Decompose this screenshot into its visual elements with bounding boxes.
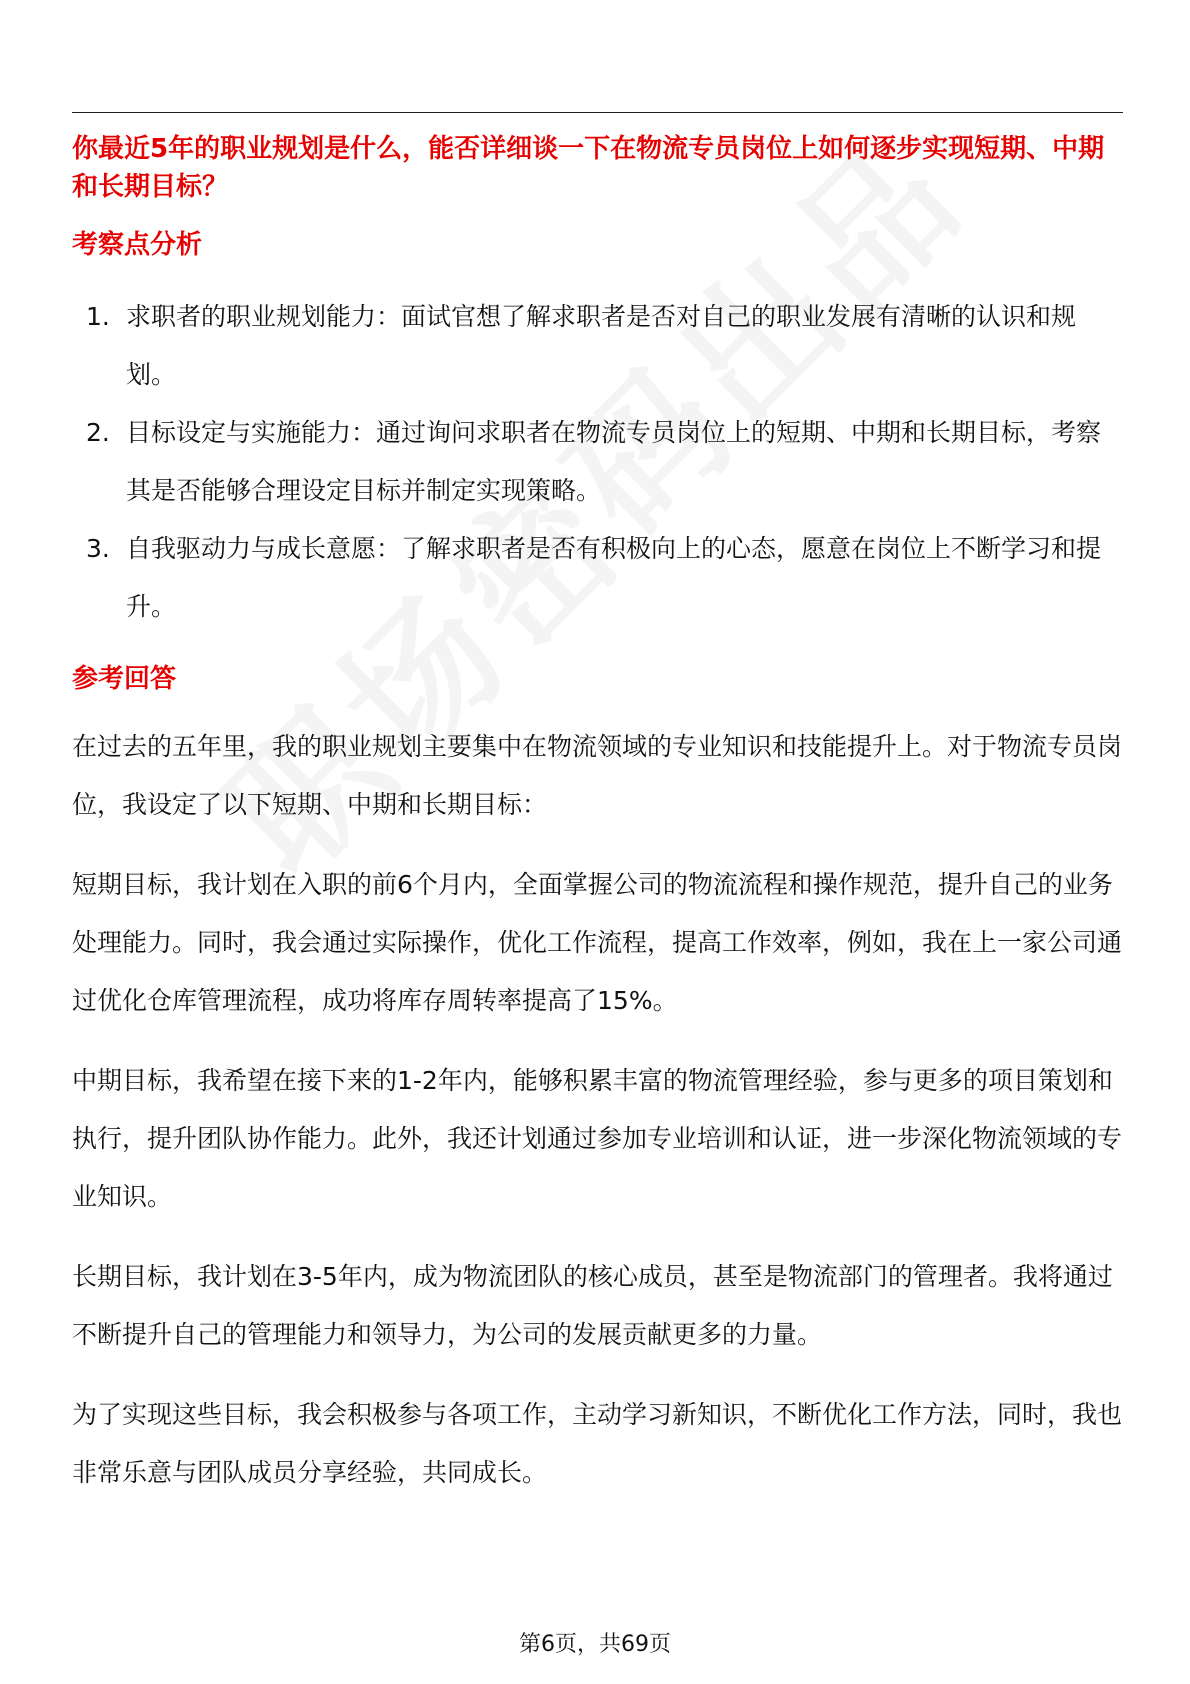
list-item [72,288,1123,404]
list-item-number: 1. [86,302,110,331]
answer-heading: 参考回答 [72,664,177,694]
analysis-heading: 考察点分析 [72,230,203,260]
answer-paragraph: 在过去的五年里，我的职业规划主要集中在物流领域的专业知识和技能提升上。对于物流专员岗位，我设定了以下短期、中期和长期目标： [72,732,1123,819]
answer-paragraph: 短期目标，我计划在入职的前6个月内，全面掌握公司的物流流程和操作规范，提升自己的业务处理能力。同时，我会通过实际操作，优化工作流程，提高工作效率，例如，我在上一家公司通过优化仓库管理流程，成功将库存周转率提高了15%。 [72,870,1123,1015]
list-item-text: 目标设定与实施能力：通过询问求职者在物流专员岗位上的短期、中期和长期目标，考察其是否能够合理设定目标并制定实现策略。 [126,418,1102,505]
list-item-number: 3. [86,534,110,563]
answer-paragraph: 为了实现这些目标，我会积极参与各项工作，主动学习新知识，不断优化工作方法，同时，我也非常乐意与团队成员分享经验，共同成长。 [72,1400,1123,1487]
list-item [72,520,1123,636]
list-item-number: 2. [86,418,110,447]
answer-paragraph: 长期目标，我计划在3-5年内，成为物流团队的核心成员，甚至是物流部门的管理者。我将通过不断提升自己的管理能力和领导力，为公司的发展贡献更多的力量。 [72,1262,1113,1349]
question-title: 你最近5年的职业规划是什么，能否详细谈一下在物流专员岗位上如何逐步实现短期、中期和长期目标？ [72,134,1105,202]
list-item-text: 自我驱动力与成长意愿：了解求职者是否有积极向上的心态，愿意在岗位上不断学习和提升。 [126,534,1102,621]
document-body [72,130,1123,1502]
list-item-text: 求职者的职业规划能力：面试官想了解求职者是否对自己的职业发展有清晰的认识和规划。 [126,302,1077,389]
analysis-list [72,288,1123,636]
answer-paragraph: 中期目标，我希望在接下来的1-2年内，能够积累丰富的物流管理经验，参与更多的项目策划和执行，提升团队协作能力。此外，我还计划通过参加专业培训和认证，进一步深化物流领域的专业知识。 [72,1066,1123,1211]
list-item [72,404,1123,520]
top-divider [72,112,1123,113]
page-number: 第6页，共69页 [519,1632,671,1657]
